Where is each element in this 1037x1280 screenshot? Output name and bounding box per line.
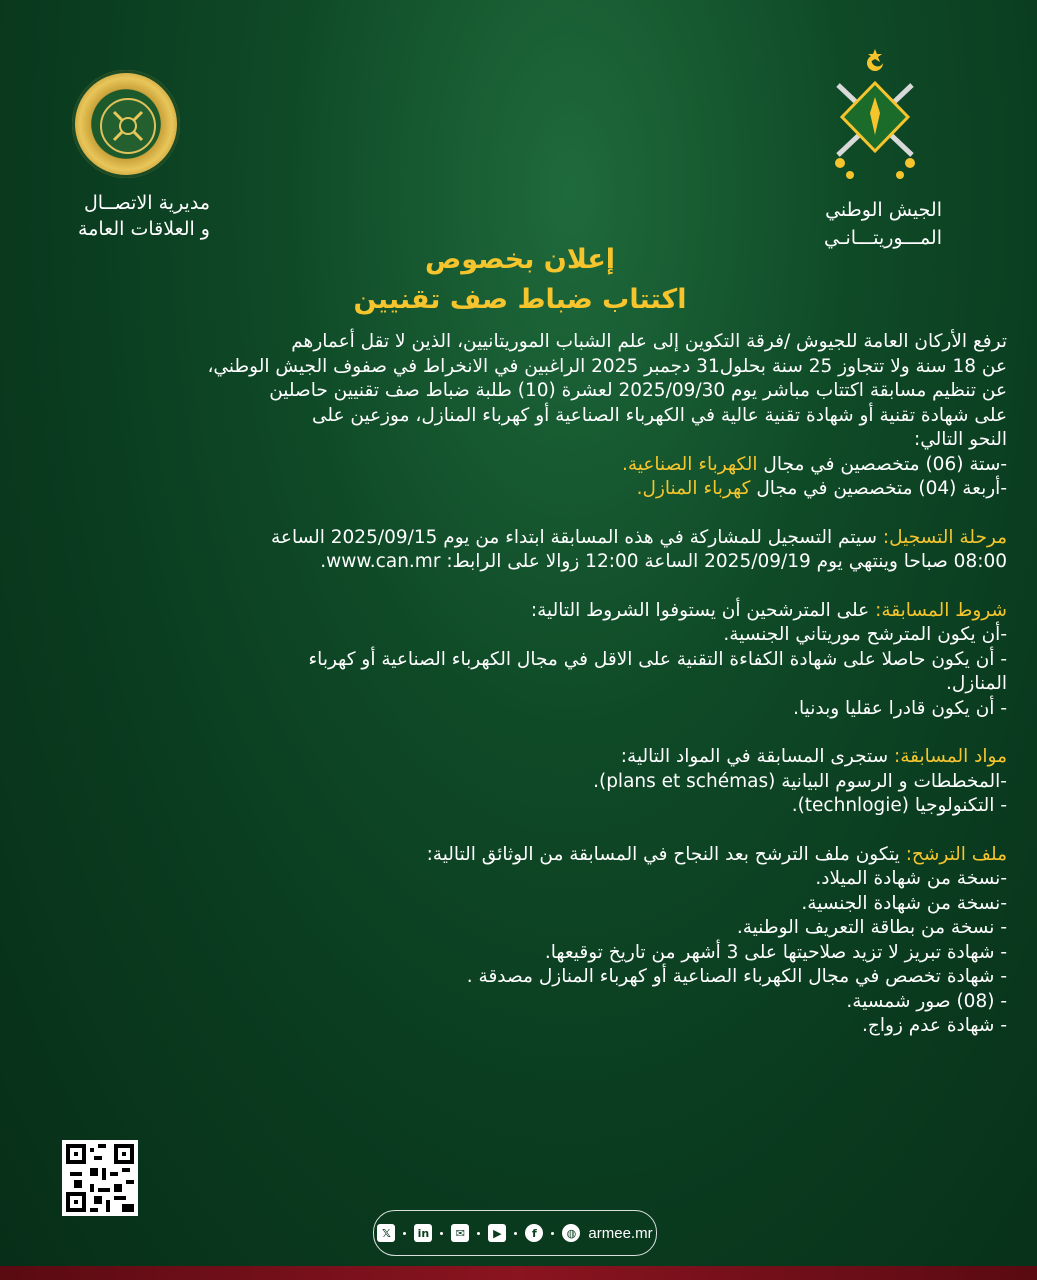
file-item: -نسخة من شهادة الجنسية.: [801, 892, 1007, 914]
condition-item: - أن يكون قادرا عقليا وبدنيا.: [793, 697, 1007, 719]
distribution-item: [22, 477, 1007, 502]
distribution-text: -أربعة (04) متخصصين في مجال: [750, 478, 1007, 499]
intro-line: ترفع الأركان العامة للجيوش /فرقة التكوين إلى علم الشباب الموريتانيين، الذين لا تقل أعمارهم: [291, 331, 1007, 352]
conditions-intro: على المترشحين أن يستوفوا الشروط التالية:: [530, 599, 876, 621]
subjects-heading: مواد المسابقة:: [894, 746, 1007, 767]
announcement-body: [22, 330, 1007, 1039]
registration-text: سيتم التسجيل للمشاركة في هذه المسابقة ابتداء من يوم 2025/09/15 الساعة: [271, 526, 883, 548]
title-line2: اكتتاب ضباط صف تقنيين: [353, 284, 687, 315]
youtube-icon[interactable]: ▶: [488, 1224, 506, 1242]
separator-dot: [551, 1232, 554, 1235]
crossed-swords-icon: [102, 100, 154, 152]
directorate-seal-logo: [72, 70, 180, 178]
intro-line: عن 18 سنة ولا تتجاوز 25 سنة بحلول31 دجمبر 2025 الراغبين في الانخراط في صفوف الجيش الوطني،: [207, 355, 1007, 377]
army-name-line2: المـــوريتـــانـي: [824, 227, 942, 249]
separator-dot: [514, 1232, 517, 1235]
army-name: [780, 196, 942, 252]
seal-center: [100, 98, 156, 154]
conditions-line: [22, 599, 1007, 624]
distribution-item: [22, 453, 1007, 478]
social-links-bar: [373, 1210, 657, 1256]
condition-item: -أن يكون المترشح موريتاني الجنسية.: [723, 624, 1007, 645]
bottom-color-band: [0, 1266, 1037, 1280]
qr-code-icon: [66, 1144, 134, 1212]
army-name-line1: الجيش الوطني: [825, 199, 942, 221]
intro-line: على شهادة تقنية أو شهادة تقنية عالية في الكهرباء الصناعية أو كهرباء المنازل، موزعين على: [311, 404, 1007, 426]
condition-item: - أن يكون حاصلا على شهادة الكفاءة التقنية على الاقل في مجال الكهرباء الصناعية أو كهرباء: [308, 648, 1007, 670]
file-heading: ملف الترشح:: [905, 843, 1007, 865]
file-line: [22, 843, 1007, 868]
subject-item: - التكنولوجيا (technlogie).: [791, 795, 1007, 816]
file-item: -نسخة من شهادة الميلاد.: [815, 868, 1007, 889]
file-item: - نسخة من بطاقة التعريف الوطنية.: [736, 917, 1007, 938]
directorate-name-line1: مديرية الاتصــال: [83, 192, 210, 214]
linkedin-icon[interactable]: in: [414, 1224, 432, 1242]
title-line1: إعلان بخصوص: [424, 244, 616, 275]
globe-icon[interactable]: ◍: [562, 1224, 580, 1242]
separator-dot: [440, 1232, 443, 1235]
intro-line: النحو التالي:: [913, 429, 1007, 450]
registration-heading: مرحلة التسجيل:: [882, 526, 1007, 548]
subjects-intro: ستجرى المسابقة في المواد التالية:: [620, 746, 894, 767]
file-item: - شهادة تخصص في مجال الكهرباء الصناعية أو كهرباء المنازل مصدقة .: [466, 966, 1007, 987]
x-icon[interactable]: 𝕏: [377, 1224, 395, 1242]
distribution-text: -ستة (06) متخصصين في مجال: [757, 453, 1007, 475]
directorate-name-line2: و العلاقات العامة: [78, 218, 210, 240]
file-item: - شهادة عدم زواج.: [862, 1015, 1007, 1036]
email-icon[interactable]: ✉: [451, 1224, 469, 1242]
directorate-name: [30, 190, 210, 242]
file-item: - شهادة تبريز لا تزيد صلاحيتها على 3 أشهر من تاريخ توقيعها.: [544, 941, 1007, 963]
subject-item: -المخططات و الرسوم البيانية (plans et schémas).: [593, 770, 1007, 792]
distribution-field: الكهرباء الصناعية.: [621, 453, 758, 475]
registration-line: [22, 526, 1007, 551]
separator-dot: [477, 1232, 480, 1235]
distribution-field: كهرباء المنازل.: [636, 478, 751, 499]
announcement-title: [240, 240, 800, 320]
separator-dot: [403, 1232, 406, 1235]
intro-line: عن تنظيم مسابقة اكتتاب مباشر يوم 2025/09/30 لعشرة (10) طلبة ضباط صف تقنيين حاصلين: [269, 380, 1007, 401]
file-intro: يتكون ملف الترشح بعد النجاح في المسابقة من الوثائق التالية:: [426, 843, 906, 865]
condition-item: المنازل.: [946, 673, 1007, 694]
conditions-heading: شروط المسابقة:: [875, 599, 1007, 621]
subjects-line: [22, 745, 1007, 770]
registration-line: 08:00 صباحا وينتهي يوم 2025/09/19 الساعة 12:00 زوالا على الرابط: www.can.mr.: [320, 551, 1007, 572]
qr-code[interactable]: [62, 1140, 138, 1216]
file-item: - (08) صور شمسية.: [846, 990, 1007, 1012]
website-link[interactable]: armee.mr: [588, 1224, 653, 1242]
army-emblem-logo: [820, 45, 930, 190]
facebook-icon[interactable]: f: [525, 1224, 543, 1242]
